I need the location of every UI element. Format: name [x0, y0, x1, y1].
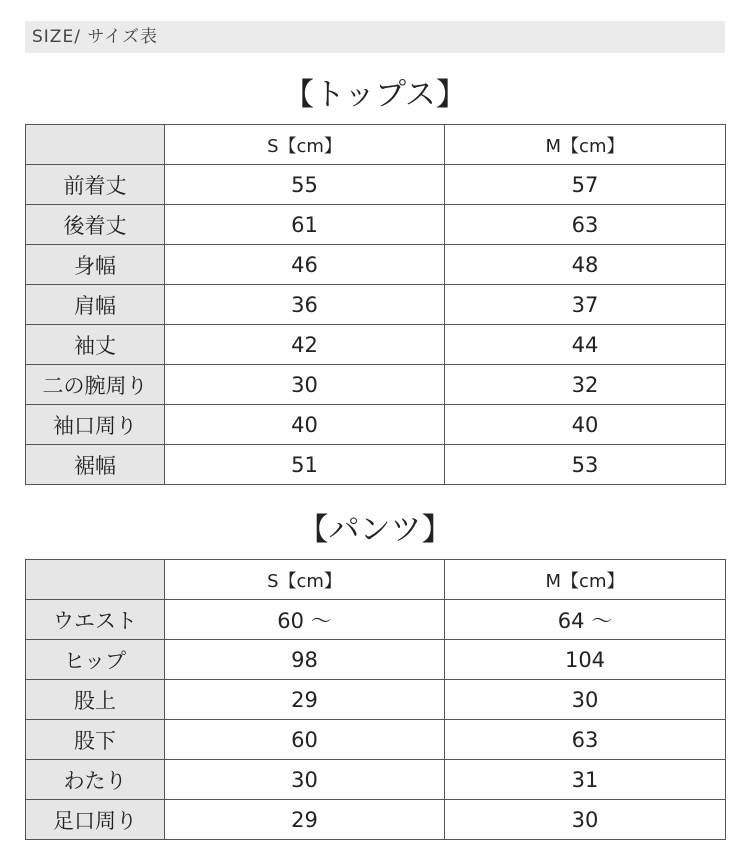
size-m-value: 32	[445, 365, 726, 405]
tops-section-title: 【トップス】	[283, 77, 467, 113]
column-header-s: S【cm】	[165, 125, 445, 165]
size-s-value: 29	[165, 680, 445, 720]
table-row	[26, 245, 726, 285]
column-header-m: M【cm】	[445, 125, 726, 165]
size-m-value: 104	[445, 640, 726, 680]
row-label: 二の腕周り	[26, 365, 165, 405]
row-label: 袖口周り	[26, 405, 165, 445]
pants-section-title: 【パンツ】	[297, 512, 453, 548]
table-row	[26, 680, 726, 720]
size-s-value: 60 〜	[165, 600, 445, 640]
header-corner-cell	[26, 560, 165, 600]
size-s-value: 40	[165, 405, 445, 445]
size-s-value: 55	[165, 165, 445, 205]
table-row	[26, 405, 726, 445]
size-chart-header-label: SIZE/ サイズ表	[32, 27, 158, 47]
row-label: 肩幅	[26, 285, 165, 325]
column-header-m: M【cm】	[445, 560, 726, 600]
row-label: 裾幅	[26, 445, 165, 485]
row-label: 後着丈	[26, 205, 165, 245]
size-m-value: 48	[445, 245, 726, 285]
column-header-s: S【cm】	[165, 560, 445, 600]
size-m-value: 31	[445, 760, 726, 800]
table-row	[26, 285, 726, 325]
table-row	[26, 760, 726, 800]
size-m-value: 44	[445, 325, 726, 365]
size-m-value: 63	[445, 720, 726, 760]
size-m-value: 63	[445, 205, 726, 245]
size-m-value: 40	[445, 405, 726, 445]
table-row	[26, 800, 726, 840]
row-label: わたり	[26, 760, 165, 800]
size-s-value: 51	[165, 445, 445, 485]
table-row	[26, 600, 726, 640]
size-s-value: 42	[165, 325, 445, 365]
size-s-value: 60	[165, 720, 445, 760]
table-row	[26, 445, 726, 485]
row-label: 前着丈	[26, 165, 165, 205]
size-m-value: 64 〜	[445, 600, 726, 640]
table-row	[26, 720, 726, 760]
size-s-value: 30	[165, 365, 445, 405]
pants-size-table	[25, 559, 726, 840]
size-m-value: 30	[445, 680, 726, 720]
table-header-row	[26, 560, 726, 600]
row-label: 身幅	[26, 245, 165, 285]
header-corner-cell	[26, 125, 165, 165]
size-s-value: 98	[165, 640, 445, 680]
row-label: 股下	[26, 720, 165, 760]
size-s-value: 30	[165, 760, 445, 800]
size-s-value: 46	[165, 245, 445, 285]
size-m-value: 53	[445, 445, 726, 485]
tops-size-table	[25, 124, 726, 485]
row-label: 足口周り	[26, 800, 165, 840]
row-label: ヒップ	[26, 640, 165, 680]
size-m-value: 37	[445, 285, 726, 325]
table-row	[26, 640, 726, 680]
size-s-value: 61	[165, 205, 445, 245]
table-row	[26, 325, 726, 365]
size-chart-header	[25, 21, 725, 53]
table-row	[26, 165, 726, 205]
table-row	[26, 365, 726, 405]
table-row	[26, 205, 726, 245]
size-s-value: 29	[165, 800, 445, 840]
size-m-value: 30	[445, 800, 726, 840]
row-label: 股上	[26, 680, 165, 720]
row-label: 袖丈	[26, 325, 165, 365]
size-m-value: 57	[445, 165, 726, 205]
table-header-row	[26, 125, 726, 165]
size-s-value: 36	[165, 285, 445, 325]
row-label: ウエスト	[26, 600, 165, 640]
